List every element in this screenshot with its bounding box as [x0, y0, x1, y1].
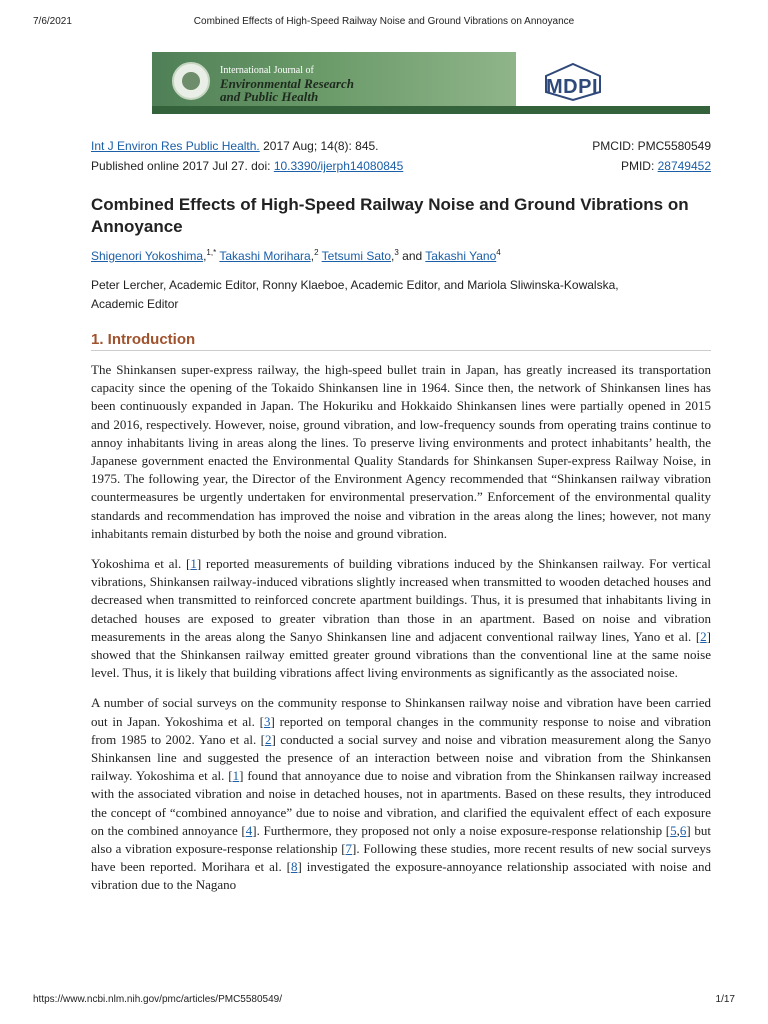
journal-link[interactable]: Int J Environ Res Public Health.	[91, 139, 260, 153]
reference-link[interactable]: 4	[245, 822, 253, 838]
reference-link[interactable]: 5	[670, 822, 677, 838]
citation-meta	[91, 136, 711, 176]
page-number: 1/17	[715, 994, 735, 1005]
journal-seal-icon	[172, 62, 210, 100]
reference-link[interactable]: 3	[264, 713, 271, 729]
pmcid: PMCID: PMC5580549	[592, 139, 711, 153]
paragraph: The Shinkansen super-express railway, the high-speed bullet train in Japan, has greatly increased its transportation capacity since the opening of the Tokaido Shinkansen line in 1964. Since then, the network of Shinkansen lines has been continuously expanded in Japan. The Hokuriku and Hokkaido Shinkansen lines were partially opened in 2015 and 2016, respectively. However, noise, ground vibration, and low-frequency sounds from operating trains continue to annoy inhabitants living in areas along the lines. To preserve living environments and protect inhabitants’ health, the Japanese government enacted the Environmental Quality Standards for Shinkansen Super-express Railway Noise, in 1975. The following year, the Director of the Environment Agency recommended that “Shinkansen railway vibration countermeasures be urgently undertaken for environmental preservation.” Enforcement of the environmental quality standards and recommendation has improved the noise and vibration in the areas along the lines; however, not many inhabitants remain disturbed by both the noise and ground vibration.	[91, 362, 711, 541]
pmid-label: PMID:	[620, 159, 658, 173]
reference-link[interactable]: 2	[700, 628, 707, 644]
citation-text: 2017 Aug; 14(8): 845.	[263, 139, 379, 153]
journal-name: International Journal of Environmental Research and Public Health	[220, 65, 354, 104]
academic-editors: Peter Lercher, Academic Editor, Ronny Klaeboe, Academic Editor, and Mariola Sliwinska-Kowalska, Academic Editor	[91, 278, 619, 311]
author-link[interactable]: Shigenori Yokoshima	[91, 249, 204, 263]
banner-bottom-bar	[152, 106, 710, 114]
paragraph: Yokoshima et al. [1] reported measurements of building vibrations induced by the Shinkansen railway. For vertical vibrations, Shinkansen railway-induced vibrations slightly increased when transmitted to wooden detached houses and decreased when transmitted to reinforced concrete apartment buildings. Thus, it is presumed that inhabitants living in detached houses are exposed to greater vibration than those in an apartment. Based on noise and vibration measurements in the areas along the Sanyo Shinkansen line and adjacent conventional railway lines, Yano et al. [2] showed that the Shinkansen railway emitted greater ground vibrations than the conventional line at the same noise level. Thus, it is likely that building vibrations affect living environments as significantly as the associated noise.	[91, 556, 711, 681]
print-header	[0, 16, 768, 30]
print-title: Combined Effects of High-Speed Railway Noise and Ground Vibrations on Annoyance	[193, 16, 575, 27]
reference-link[interactable]: 1	[232, 768, 240, 784]
journal-banner[interactable]	[152, 52, 710, 114]
print-url: https://www.ncbi.nlm.nih.gov/pmc/articles/PMC5580549/	[33, 994, 282, 1005]
pmid-link[interactable]: 28749452	[657, 159, 711, 173]
author-list: Shigenori Yokoshima,$^{1,*}$ Takashi Morihara,$^2$ Tetsumi Sato,$^3$ and Takashi Yano$^4$	[91, 248, 501, 263]
print-date: 7/6/2021	[33, 16, 72, 27]
author-link[interactable]: Tetsumi Sato	[321, 249, 392, 263]
reference-link[interactable]: 7	[345, 841, 353, 857]
author-link[interactable]: Takashi Yano	[425, 249, 497, 263]
reference-link[interactable]: 8	[290, 859, 298, 875]
reference-link[interactable]: 2	[264, 731, 272, 747]
paragraph: A number of social surveys on the community response to Shinkansen railway noise and vibration have been carried out in Japan. Yokoshima et al. [3] reported on temporal changes in the community response to noise and vibration from 1985 to 2002. Yano et al. [2] conducted a social survey and noise and vibration measurement along the Sanyo Shinkansen line and suggested the presence of an interaction between noise and vibration from the Shinkansen railway. Yokoshima et al. [1] found that annoyance due to noise and vibration from the Shinkansen railway increased with the associated vibration and noise in detached houses, not in apartments. Based on these results, they introduced the concept of “combined annoyance” due to noise and vibration, and clarified the equivalent effect of each exposure on the combined annoyance [4]. Furthermore, they proposed not only a noise exposure-response relationship [5,6] but also a vibration exposure-response relationship [7]. Following these studies, more recent results of new social surveys have been reported. Morihara et al. [8] investigated the exposure-annoyance relationship associated with noise and vibration due to the Nagano	[91, 695, 712, 893]
published-text: Published online 2017 Jul 27. doi:	[91, 159, 274, 173]
section-heading: 1. Introduction	[91, 331, 711, 351]
mdpi-logo-text: MDPI	[546, 76, 598, 98]
article-title: Combined Effects of High-Speed Railway Noise and Ground Vibrations on Annoyance	[91, 195, 689, 236]
reference-link[interactable]: 1	[190, 556, 197, 572]
article-body	[91, 361, 711, 907]
reference-link[interactable]: 6	[679, 822, 687, 838]
author-link[interactable]: Takashi Morihara	[219, 249, 311, 263]
doi-link[interactable]: 10.3390/ijerph14080845	[273, 159, 404, 173]
